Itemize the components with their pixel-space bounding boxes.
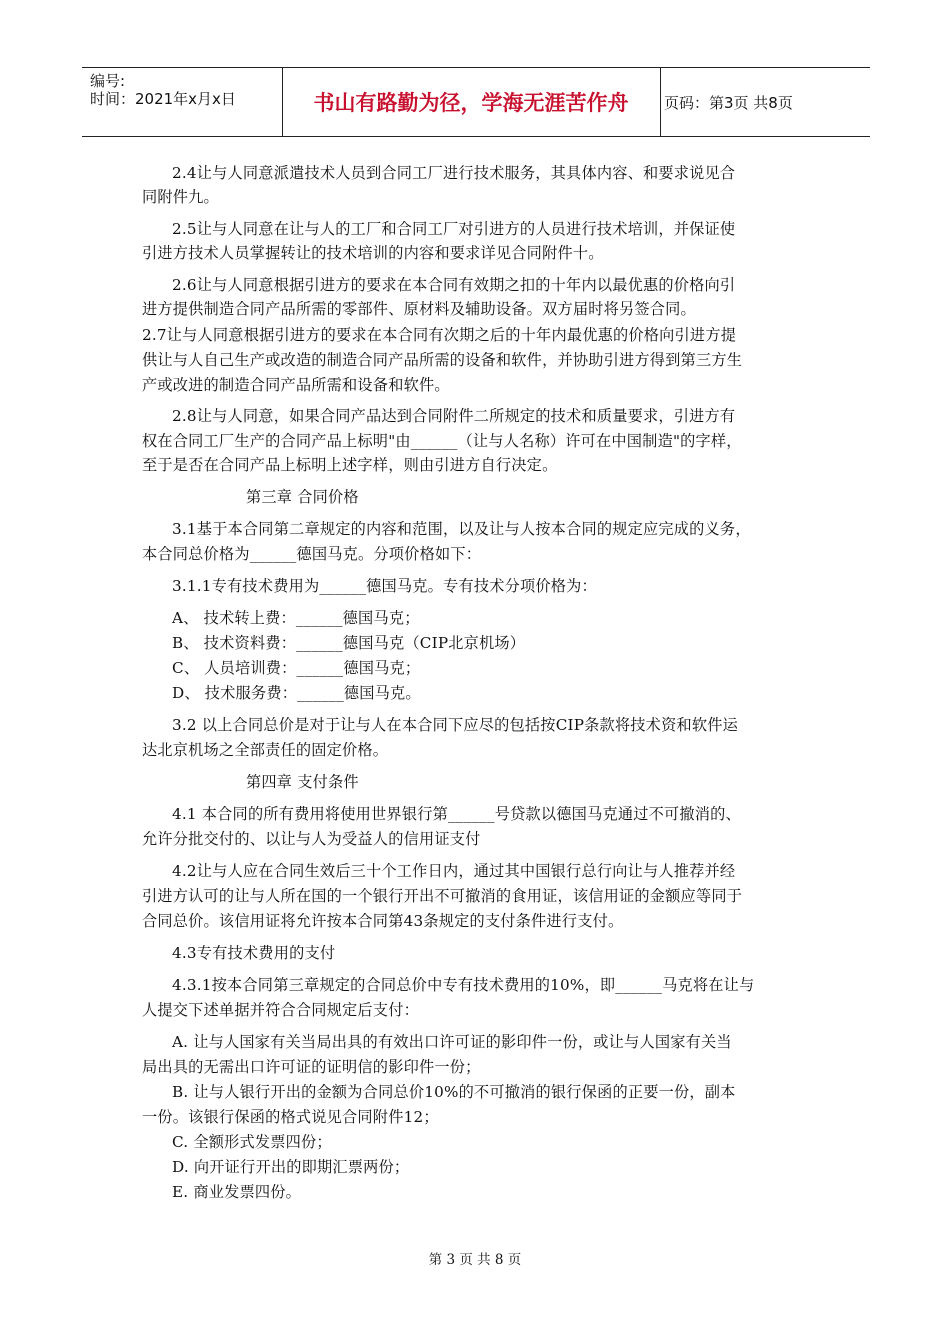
text-line: 人提交下述单据并符合合同规定后支付： xyxy=(142,1001,419,1019)
header-divider xyxy=(660,68,661,136)
header-meta xyxy=(90,72,236,108)
text-line: 2.7让与人同意根据引进方的要求在本合同有次期之后的十年内最优惠的价格向引进方提 xyxy=(142,326,737,344)
text-line: 引进方认可的让与人所在国的一个银行开出不可撤消的食用证，该信用证的金额应等同于 xyxy=(142,887,743,905)
text-line: 引进方技术人员掌握转让的技术培训的内容和要求详见合同附件十。 xyxy=(142,244,604,262)
list-item: A. 让与人国家有关当局出具的有效出口许可证的影印件一份，或让与人国家有关当 xyxy=(172,1033,732,1051)
text-line: 本合同总价格为______德国马克。分项价格如下： xyxy=(142,545,482,563)
text-line: 至于是否在合同产品上标明上述字样，则由引进方自行决定。 xyxy=(142,456,558,474)
text-line: 2.4让与人同意派遣技术人员到合同工厂进行技术服务，其具体内容、和要求说见合 xyxy=(172,164,736,182)
document-number-label: 编号: xyxy=(90,72,126,90)
list-item: B. 让与人银行开出的金额为合同总价10%的不可撤消的银行保函的正要一份，副本 xyxy=(172,1083,736,1101)
text-line: 允许分批交付的、以让与人为受益人的信用证支付 xyxy=(142,830,481,848)
text-line: 合同总价。该信用证将允许按本合同第43条规定的支付条件进行支付。 xyxy=(142,912,624,930)
text-line: 4.1 本合同的所有费用将使用世界银行第______号贷款以德国马克通过不可撤消的、 xyxy=(172,805,741,823)
text-line: 2.8让与人同意，如果合同产品达到合同附件二所规定的技术和质量要求，引进方有 xyxy=(172,407,736,425)
page-header xyxy=(82,67,870,137)
list-item: D、 技术服务费：______德国马克。 xyxy=(172,684,421,702)
chapter-heading: 第三章 合同价格 xyxy=(246,488,359,506)
list-item: C、 人员培训费：______德国马克； xyxy=(172,659,421,677)
list-item: E. 商业发票四份。 xyxy=(172,1183,302,1201)
text-line: 达北京机场之全部责任的固定价格。 xyxy=(142,741,389,759)
document-time-label: 时间：2021年x月x日 xyxy=(90,90,236,108)
text-line: 3.2 以上合同总价是对于让与人在本合同下应尽的包括按CIP条款将技术资和软件运 xyxy=(172,716,739,734)
text-line: 4.3.1按本合同第三章规定的合同总价中专有技术费用的10%，即______马克将在让与 xyxy=(172,976,755,994)
list-item: A、 技术转上费：______德国马克； xyxy=(172,609,420,627)
text-line: 权在合同工厂生产的合同产品上标明"由______（让与人名称）许可在中国制造"的字样， xyxy=(142,432,742,450)
chapter-heading: 第四章 支付条件 xyxy=(246,773,359,791)
section-heading: 4.3专有技术费用的支付 xyxy=(172,944,336,962)
text-line: 供让与人自己生产或改造的制造合同产品所需的设备和软件，并协助引进方得到第三方生 xyxy=(142,351,743,369)
text-line: 一份。该银行保函的格式说见合同附件12； xyxy=(142,1108,439,1126)
text-line: 2.5让与人同意在让与人的工厂和合同工厂对引进方的人员进行技术培训，并保证使 xyxy=(172,220,736,238)
list-item: D. 向开证行开出的即期汇票两份； xyxy=(172,1158,410,1176)
header-motto: 书山有路勤为径，学海无涯苦作舟 xyxy=(313,91,629,115)
text-line: 产或改进的制造合同产品所需和设备和软件。 xyxy=(142,376,450,394)
text-line: 3.1.1专有技术费用为______德国马克。专有技术分项价格为： xyxy=(172,577,597,595)
text-line: 4.2让与人应在合同生效后三十个工作日内，通过其中国银行总行向让与人推荐并经 xyxy=(172,862,736,880)
list-item: C. 全额形式发票四份； xyxy=(172,1133,332,1151)
text-line: 同附件九。 xyxy=(142,188,219,206)
text-line: 局出具的无需出口许可证的证明信的影印件一份； xyxy=(142,1058,481,1076)
header-page-number: 页码：第3页 共8页 xyxy=(664,93,793,112)
text-line: 2.6让与人同意根据引进方的要求在本合同有效期之扣的十年内以最优惠的价格向引 xyxy=(172,276,736,294)
text-line: 进方提供制造合同产品所需的零部件、原材料及辅助设备。双方届时将另签合同。 xyxy=(142,300,696,318)
list-item: B、 技术资料费：______德国马克（CIP北京机场） xyxy=(172,634,526,652)
text-line: 3.1基于本合同第二章规定的内容和范围，以及让与人按本合同的规定应完成的义务， xyxy=(172,520,751,538)
page-footer: 第 3 页 共 8 页 xyxy=(428,1252,522,1268)
